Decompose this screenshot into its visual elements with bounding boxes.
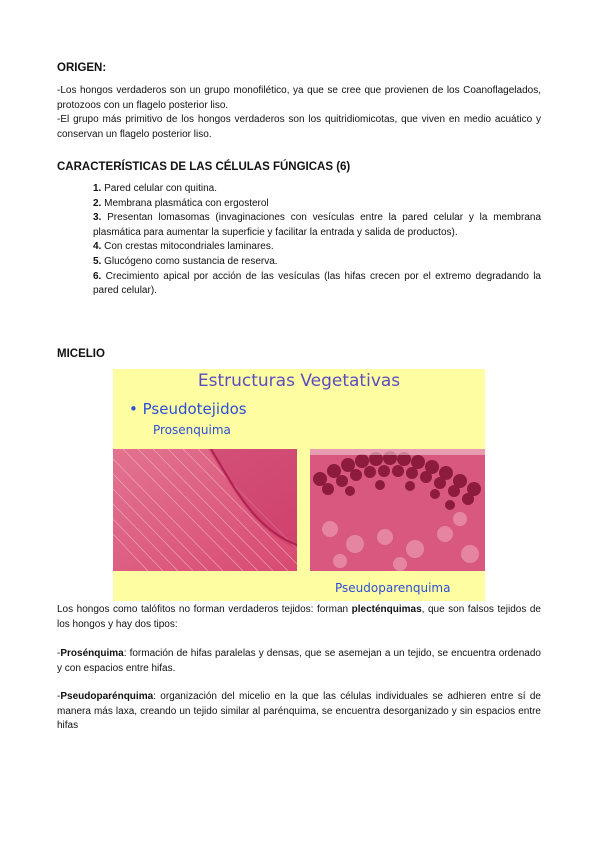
list-item-number: 6. (93, 270, 102, 282)
list-item-text: Presentan lomasomas (invaginaciones con vesículas entre la pared celular y la membrana plasmática para aumentar la superficie y facilitar la entrada y salida de productos). (93, 212, 542, 238)
list-item (93, 211, 541, 240)
list-item-number: 2. (93, 197, 102, 209)
list-item (93, 197, 541, 212)
vegetative-structures-figure (113, 369, 485, 601)
pseudoparenquima-micrograph (310, 449, 485, 571)
list-item (93, 255, 541, 270)
dash-prefix: - (57, 648, 61, 659)
list-item (93, 240, 541, 255)
pseudoparenquima-definition (57, 690, 541, 734)
prosenquima-text: : formación de hifas paralelas y densas, que se asemejan a un tejido, se encuentra ordenado y con espacios entre hifas. (57, 648, 541, 674)
prosenquima-definition (57, 647, 541, 676)
origen-heading: ORIGEN: (57, 62, 107, 74)
list-item-text: Crecimiento apical por acción de las vesículas (las hifas crecen por el extremo degradando la pared celular). (93, 270, 541, 297)
list-item-text: Glucógeno como sustancia de reserva. (104, 255, 278, 267)
list-item-text: Con crestas mitocondriales laminares. (104, 241, 274, 253)
list-item-text: Membrana plasmática con ergosterol (104, 197, 269, 209)
prosenquima-micrograph (113, 449, 297, 571)
list-item (93, 182, 541, 197)
list-item-number: 1. (93, 183, 102, 194)
prosenquima-term: Prosénquima (60, 648, 124, 659)
intro-text-a: Los hongos como talófitos no forman verdaderos tejidos: forman (57, 604, 352, 615)
prosenquima-label: Prosenquima (153, 423, 231, 437)
plectenquimas-term: plecténquimas (351, 604, 422, 615)
caracteristicas-list (93, 182, 541, 299)
figure-bullet: • Pseudotejidos (129, 400, 247, 418)
pseudoparenquima-label: Pseudoparenquima (335, 581, 451, 595)
list-item-number: 3. (93, 212, 102, 224)
list-item-number: 5. (93, 255, 102, 267)
pseudoparenquima-term: Pseudoparénquima (60, 691, 154, 702)
intro-text-b: , que son falsos tejidos de los hongos y hay dos tipos: (57, 604, 541, 630)
list-item-text: Pared celular con quitina. (104, 183, 217, 194)
figure-title: Estructuras Vegetativas (197, 371, 401, 391)
origen-paragraph-2: -El grupo más primitivo de los hongos verdaderos son los quitridiomicotas, que viven en medio acuático y conservan un flagelo posterior liso. (57, 114, 541, 140)
micelio-heading: MICELIO (57, 348, 105, 360)
origen-paragraph-1: -Los hongos verdaderos son un grupo monofilético, ya que se cree que provienen de los Coanoflagelados, protozoos con un flagelo posterior liso. (57, 85, 541, 111)
caracteristicas-heading: CARACTERÍSTICAS DE LAS CÉLULAS FÚNGICAS (6) (57, 161, 351, 173)
list-item (93, 270, 541, 299)
micelio-intro (57, 603, 541, 632)
dash-prefix: - (57, 691, 61, 702)
pseudoparenquima-text: : organización del micelio en la que las células individuales se adhieren entre sí de manera más laxa, creando un tejido similar al parénquima, se encuentra desorganizado y sin espacios entre hifas (57, 691, 541, 732)
list-item-number: 4. (93, 241, 102, 253)
